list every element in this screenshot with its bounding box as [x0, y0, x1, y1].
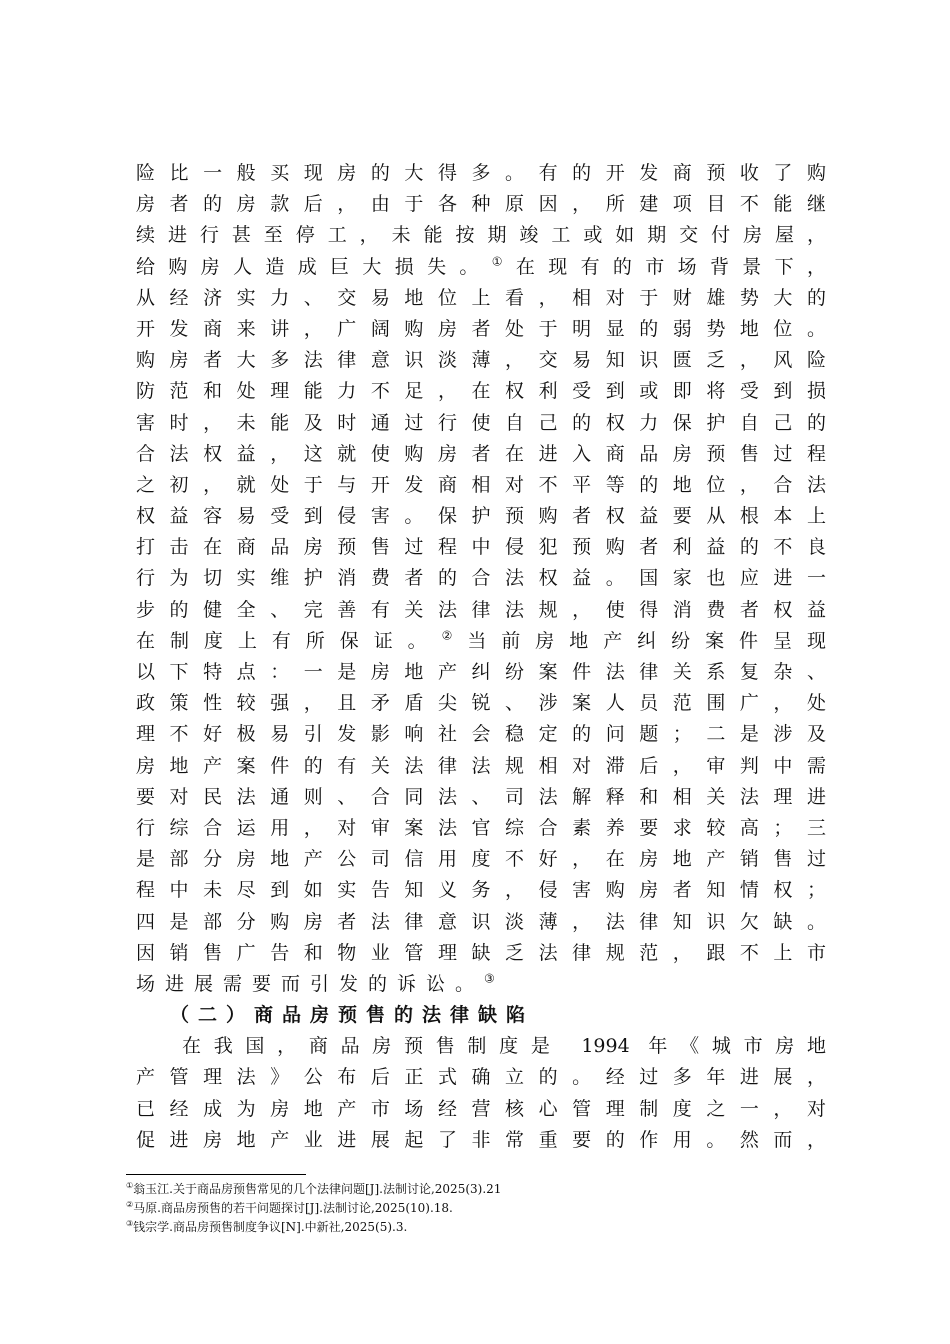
footnote-ref-3[interactable]: ③ — [484, 971, 495, 986]
text-line: 产管理法》公布后正式确立的。经过多年进展， — [136, 1066, 826, 1089]
text-segment: 在现有的市场背景下， — [515, 255, 826, 278]
text-line: 促进房地产业进展起了非常重要的作用。然而， — [136, 1128, 826, 1151]
text-line: 以下特点：一是房地产纠纷案件法律关系复杂、 — [136, 661, 826, 683]
footnote-text: 马原.商品房预售的若干问题探讨[J].法制讨论,2025(10).18. — [133, 1201, 453, 1215]
footnotes — [126, 1174, 826, 1235]
text-line — [136, 626, 826, 657]
section-heading: （二）商品房预售的法律缺陷 — [170, 1004, 535, 1027]
text-line — [136, 252, 826, 283]
text-line: 害时，未能及时通过行使自己的权力保护自己的 — [136, 411, 826, 434]
footnote-mark: ① — [126, 1181, 134, 1190]
text-line: 险比一般买现房的大得多。有的开发商预收了购 — [136, 162, 826, 184]
text-line: 四是部分购房者法律意识淡薄，法律知识欠缺。 — [136, 910, 826, 933]
text-line: 政策性较强，且矛盾尖锐、涉案人员范围广，处 — [136, 692, 826, 715]
text-line: 购房者大多法律意识淡薄，交易知识匮乏，风险 — [136, 349, 826, 372]
text-line: 房者的房款后，由于各种原因，所建项目不能继 — [136, 193, 826, 216]
footnote-text: 翁玉江.关于商品房预售常见的几个法律问题[J].法制讨论,2025(3).21 — [133, 1182, 502, 1196]
text-line: 房地产案件的有关法律法规相对滞后，审判中需 — [136, 754, 826, 777]
text-line: 开发商来讲，广阔购房者处于明显的弱势地位。 — [136, 317, 826, 340]
footnote-ref-2[interactable]: ② — [441, 628, 468, 643]
text-line: 是部分房地产公司信用度不好，在房地产销售过 — [136, 848, 826, 871]
text-line: 因销售广告和物业管理缺乏法律规范，跟不上市 — [136, 941, 826, 964]
text-segment: 在制度上有所保证。 — [136, 629, 442, 652]
footnote-divider — [126, 1174, 306, 1175]
footnote-2 — [126, 1197, 826, 1216]
body-text — [136, 158, 826, 1156]
text-line: 行为切实维护消费者的合法权益。国家也应进一 — [136, 567, 826, 590]
text-segment: 当前房地产纠纷案件呈现 — [467, 629, 826, 652]
text-line: 步的健全、完善有关法律法规，使得消费者权益 — [136, 598, 826, 621]
text-line: 权益容易受到侵害。保护预购者权益要从根本上 — [136, 505, 826, 528]
text-line: 已经成为房地产市场经营核心管理制度之一，对 — [136, 1097, 826, 1120]
text-line: 要对民法通则、合同法、司法解释和相关法理进 — [136, 785, 826, 808]
text-line: 合法权益，这就使购房者在进入商品房预售过程 — [136, 442, 826, 465]
text-line: 理不好极易引发影响社会稳定的问题；二是涉及 — [136, 723, 826, 746]
footnote-3 — [126, 1216, 826, 1235]
text-line: 防范和处理能力不足，在权利受到或即将受到损 — [136, 380, 826, 403]
text-line: 之初，就处于与开发商相对不平等的地位，合法 — [136, 473, 826, 496]
text-segment: 场进展需要而引发的诉讼。 — [136, 972, 485, 995]
text-line: 打击在商品房预售过程中侵犯预购者利益的不良 — [136, 536, 826, 559]
text-line: 从经济实力、交易地位上看，相对于财雄势大的 — [136, 286, 826, 309]
text-segment: 给购房人造成巨大损失。 — [136, 255, 492, 278]
text-line: 程中未尽到如实告知义务，侵害购房者知情权； — [136, 879, 826, 902]
text-line: 在我国，商品房预售制度是 1994 年《城市房地 — [182, 1035, 826, 1058]
footnote-1 — [126, 1178, 826, 1197]
text-line — [136, 969, 826, 1000]
footnote-mark: ② — [126, 1200, 134, 1209]
footnote-ref-1[interactable]: ① — [491, 254, 516, 269]
footnote-mark: ③ — [126, 1219, 134, 1228]
text-line: 行综合运用，对审案法官综合素养要求较高；三 — [136, 816, 826, 839]
text-line: 续进行甚至停工，未能按期竣工或如期交付房屋， — [136, 224, 826, 247]
footnote-text: 钱宗学.商品房预售制度争议[N].中新社,2025(5).3. — [133, 1220, 408, 1234]
